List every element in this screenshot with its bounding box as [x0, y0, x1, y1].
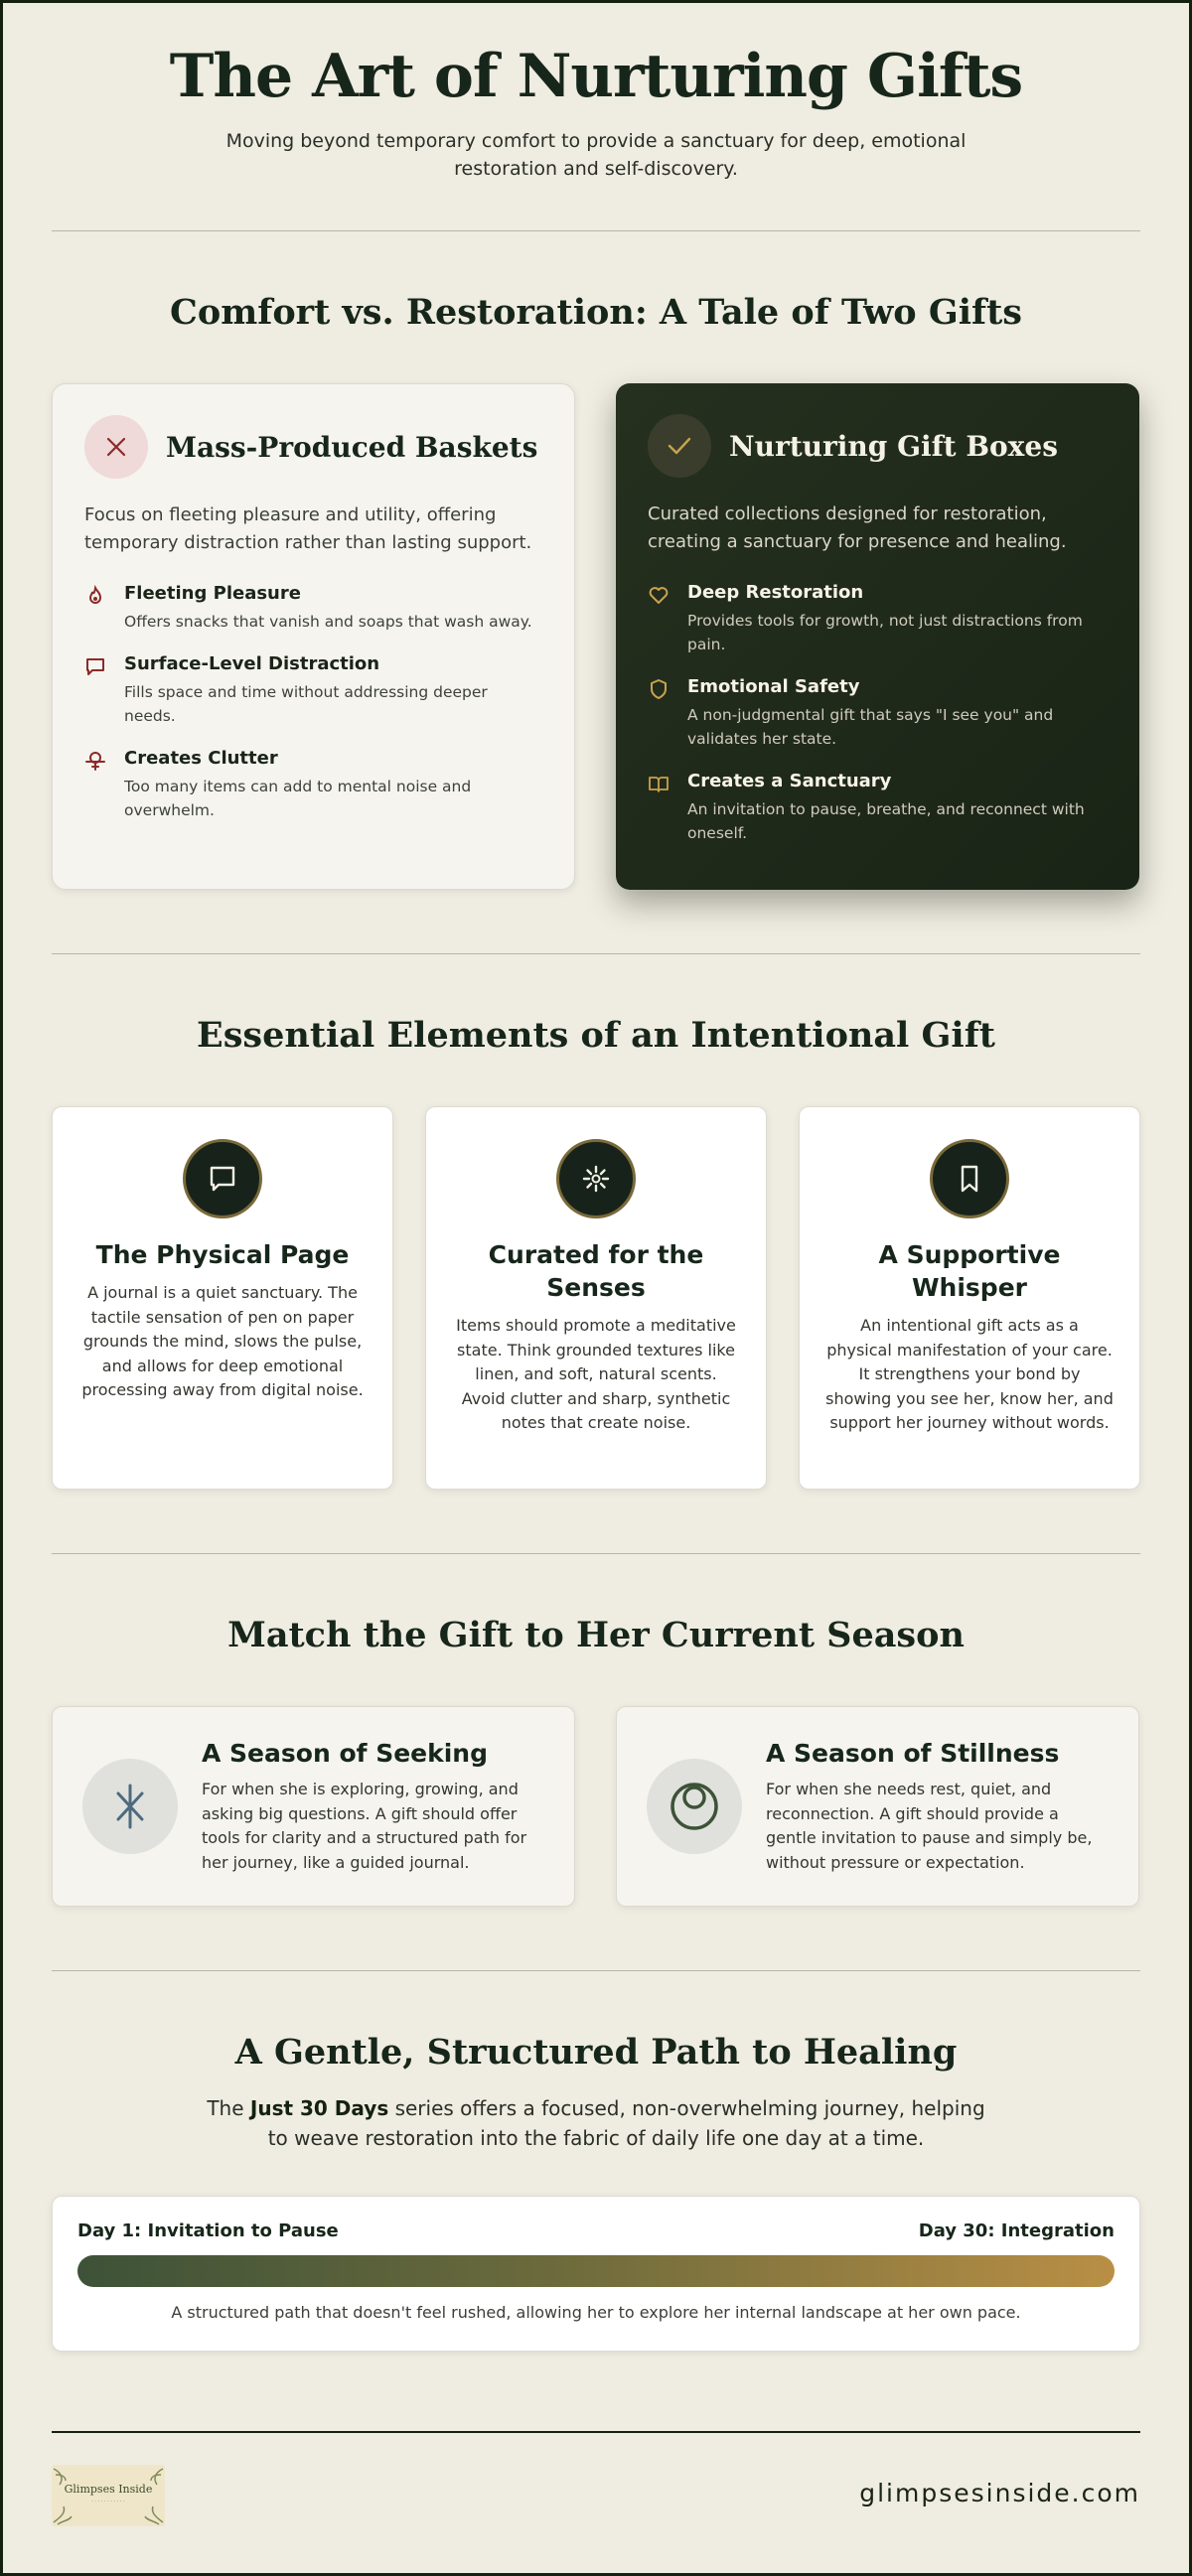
element-title: The Physical Page — [95, 1240, 350, 1269]
list-item — [84, 653, 542, 728]
seasons-title: Match the Gift to Her Current Season — [227, 1615, 965, 1655]
page-icon — [183, 1139, 262, 1218]
bookmark-icon — [930, 1139, 1009, 1218]
check-icon — [648, 414, 711, 478]
elements-title: Essential Elements of an Intentional Gift — [197, 1015, 995, 1056]
journey-note: A structured path that doesn't feel rushed, allowing her to explore her internal landscape at her own pace. — [171, 2303, 1021, 2322]
mass-produced-card — [52, 383, 575, 890]
divider — [52, 953, 1140, 954]
x-icon — [84, 415, 148, 479]
element-text: A journal is a quiet sanctuary. The tactile sensation of pen on paper grounds the mind, slows the pulse, and allows for deep emotional processing away from digital noise. — [81, 1283, 364, 1399]
item-title: Fleeting Pleasure — [124, 583, 301, 604]
list-item — [84, 583, 542, 634]
card-title: Nurturing Gift Boxes — [729, 429, 1058, 463]
open-book-icon — [648, 773, 671, 796]
item-text: Offers snacks that vanish and soaps that wash away. — [124, 613, 532, 631]
item-text: Too many items can add to mental noise and overwhelm. — [124, 778, 472, 819]
season-card — [52, 1706, 575, 1907]
journey-end-label: Day 30: Integration — [918, 2220, 1115, 2241]
card-description: Curated collections designed for restoration, creating a sanctuary for presence and healing. — [648, 503, 1067, 552]
element-card — [52, 1106, 393, 1490]
list-item — [648, 582, 1108, 656]
logo-name: Glimpses Inside — [64, 2483, 153, 2496]
element-title: Curated for the Senses — [488, 1240, 704, 1302]
journey-card — [52, 2196, 1140, 2352]
nurturing-box-card — [616, 383, 1139, 890]
card-description: Focus on fleeting pleasure and utility, offering temporary distraction rather than lasting support. — [84, 504, 532, 553]
journey-start-label: Day 1: Invitation to Pause — [77, 2220, 339, 2241]
series-name: Just 30 Days — [249, 2096, 389, 2120]
season-text: For when she needs rest, quiet, and reconnection. A gift should provide a gentle invitation to pause and simply be, without pressure or expectation. — [766, 1780, 1093, 1872]
card-title: Mass-Produced Baskets — [166, 430, 538, 464]
website-url[interactable]: glimpsesinside.com — [859, 2479, 1140, 2507]
element-text: Items should promote a meditative state. Think grounded textures like linen, and soft, natural scents. Avoid clutter and sharp, synthetic notes that create noise. — [456, 1316, 736, 1432]
divider — [52, 1553, 1140, 1554]
page-subtitle: Moving beyond temporary comfort to provide a sanctuary for deep, emotional restoration and self-discovery. — [225, 130, 967, 180]
item-text: Provides tools for growth, not just distractions from pain. — [687, 612, 1083, 653]
comparison-title: Comfort vs. Restoration: A Tale of Two Gifts — [170, 292, 1022, 333]
element-card — [425, 1106, 767, 1490]
brand-logo — [52, 2465, 165, 2526]
divider — [52, 230, 1140, 231]
path-title: A Gentle, Structured Path to Healing — [234, 2032, 958, 2073]
logo-tagline: · · · · · · · · · · · — [91, 2499, 125, 2504]
subtitle-pre: The — [207, 2096, 250, 2120]
season-title: A Season of Stillness — [766, 1739, 1060, 1768]
element-card — [799, 1106, 1140, 1490]
speech-bubble-icon — [84, 655, 108, 679]
season-text: For when she is exploring, growing, and asking big questions. A gift should offer tools for clarity and a structured path for her journey, like a guided journal. — [202, 1780, 527, 1872]
item-title: Emotional Safety — [687, 676, 860, 697]
fire-icon — [84, 585, 108, 609]
item-title: Surface-Level Distraction — [124, 653, 380, 674]
clutter-icon — [84, 750, 108, 774]
sprout-icon — [82, 1759, 178, 1854]
subtitle-post: series offers a focused, non-overwhelming journey, helping to weave restoration into the fabric of daily life one day at a time. — [267, 2096, 985, 2150]
journey-progress-bar — [77, 2255, 1115, 2287]
list-item — [648, 676, 1108, 751]
list-item — [84, 748, 542, 822]
item-title: Creates a Sanctuary — [687, 771, 892, 791]
item-text: An invitation to pause, breathe, and reconnect with oneself. — [687, 800, 1085, 842]
footer-divider — [52, 2431, 1140, 2433]
item-title: Creates Clutter — [124, 748, 278, 769]
senses-icon — [556, 1139, 636, 1218]
page-title: The Art of Nurturing Gifts — [169, 42, 1023, 111]
item-title: Deep Restoration — [687, 582, 864, 603]
element-text: An intentional gift acts as a physical manifestation of your care. It strengthens your bond by showing you see her, know her, and support her journey without words. — [825, 1316, 1114, 1432]
heart-icon — [648, 584, 671, 608]
item-text: Fills space and time without addressing deeper needs. — [124, 683, 488, 725]
season-title: A Season of Seeking — [202, 1739, 489, 1768]
path-subtitle — [199, 2093, 993, 2153]
element-title: A Supportive Whisper — [878, 1240, 1061, 1302]
stillness-icon — [647, 1759, 742, 1854]
item-text: A non-judgmental gift that says "I see you" and validates her state. — [687, 706, 1054, 748]
season-card — [616, 1706, 1139, 1907]
shield-icon — [648, 678, 671, 702]
divider — [52, 1970, 1140, 1971]
list-item — [648, 771, 1108, 845]
